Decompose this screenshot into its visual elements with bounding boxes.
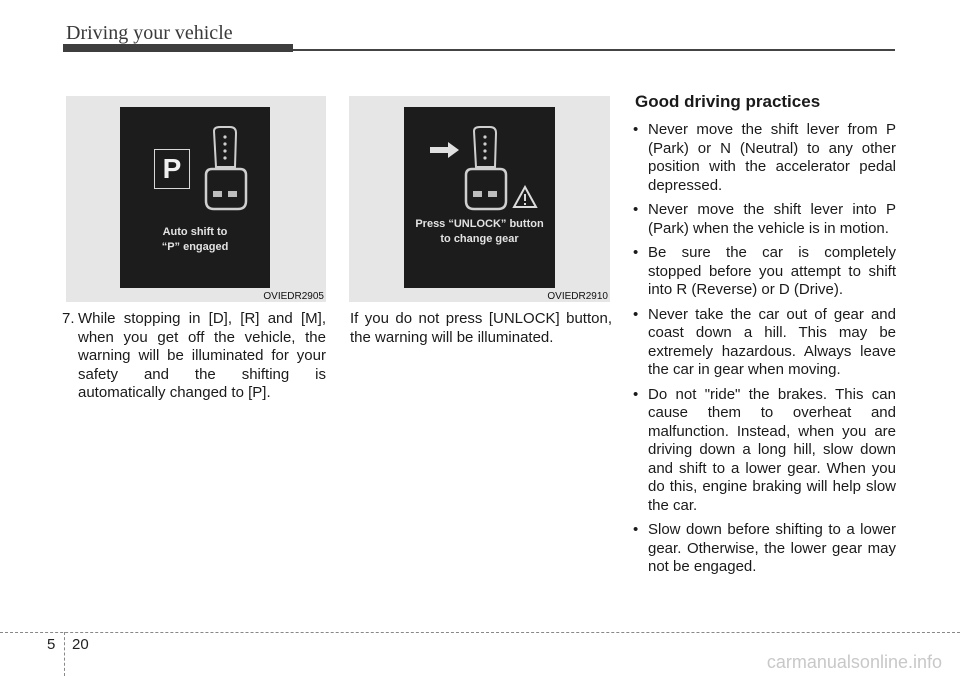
step-number: 7. — [62, 310, 75, 327]
bullet-icon: • — [633, 521, 639, 538]
bullet-icon: • — [633, 121, 639, 138]
bullet-text: Never move the shift lever into P (Park) when the vehicle is in motion. — [648, 201, 896, 237]
bullet-icon: • — [633, 385, 639, 403]
display-screen — [404, 107, 555, 288]
bullet-text: Never take the car out of gear and coast down a hill. This may be extremely hazardous. Always leave the car in gear when moving. — [648, 305, 896, 378]
bullet-icon: • — [633, 244, 639, 261]
bullet-icon: • — [633, 305, 639, 323]
list-item — [632, 244, 896, 300]
arrow-right-icon — [430, 140, 460, 160]
screen-message-line1: Auto shift to — [162, 226, 228, 238]
figure-unlock-button — [349, 96, 610, 302]
list-item — [632, 386, 896, 516]
list-item — [632, 201, 896, 238]
unlock-paragraph: If you do not press [UNLOCK] button, the warning will be illuminated. — [350, 310, 612, 346]
screen-message-line2: “P” engaged — [161, 241, 229, 253]
watermark: carmanualsonline.info — [766, 652, 942, 672]
bullet-text: Never move the shift lever from P (Park) or N (Neutral) to any other position with the accelerator pedal depressed. — [648, 121, 896, 194]
bullet-text: Be sure the car is completely stopped before you attempt to shift into R (Reverse) or D (Drive). — [648, 244, 896, 298]
header-rule-thin — [293, 49, 895, 51]
footer-rule — [0, 632, 960, 633]
list-item — [632, 521, 896, 577]
warning-icon — [512, 185, 538, 209]
page-number: 20 — [72, 636, 89, 653]
shift-lever-icon — [200, 125, 252, 215]
figure-auto-shift-p — [66, 96, 326, 302]
section-title: Driving your vehicle — [66, 22, 233, 44]
screen-message-line1: Press “UNLOCK” button — [415, 218, 544, 230]
chapter-number: 5 — [47, 636, 56, 653]
bullet-icon: • — [633, 201, 639, 218]
bullet-text: Do not "ride" the brakes. This can cause them to overheat and malfunction. Instead, when you are driving down a long hill, slow down and shift to a lower gear. When you do this, engine braking will help slow the car. — [648, 385, 896, 514]
list-item — [632, 121, 896, 195]
bullet-text: Slow down before shifting to a lower gear. Otherwise, the lower gear may not be engaged. — [648, 521, 896, 575]
section-heading: Good driving practices — [635, 92, 821, 111]
step-7 — [62, 310, 326, 403]
practices-list — [632, 121, 896, 583]
screen-message-line2: to change gear — [440, 233, 519, 245]
shift-lever-icon — [460, 125, 512, 215]
display-screen — [120, 107, 270, 288]
step-text: While stopping in [D], [R] and [M], when you get off the vehicle, the warning will be illuminated for your safety and the shifting is automatically changed to [P]. — [78, 310, 326, 401]
figure-id: OVIEDR2905 — [263, 291, 324, 302]
figure-id: OVIEDR2910 — [547, 291, 608, 302]
header-rule-thick — [63, 44, 293, 52]
footer-divider — [64, 632, 65, 676]
list-item — [632, 306, 896, 380]
park-badge: P — [154, 149, 190, 189]
